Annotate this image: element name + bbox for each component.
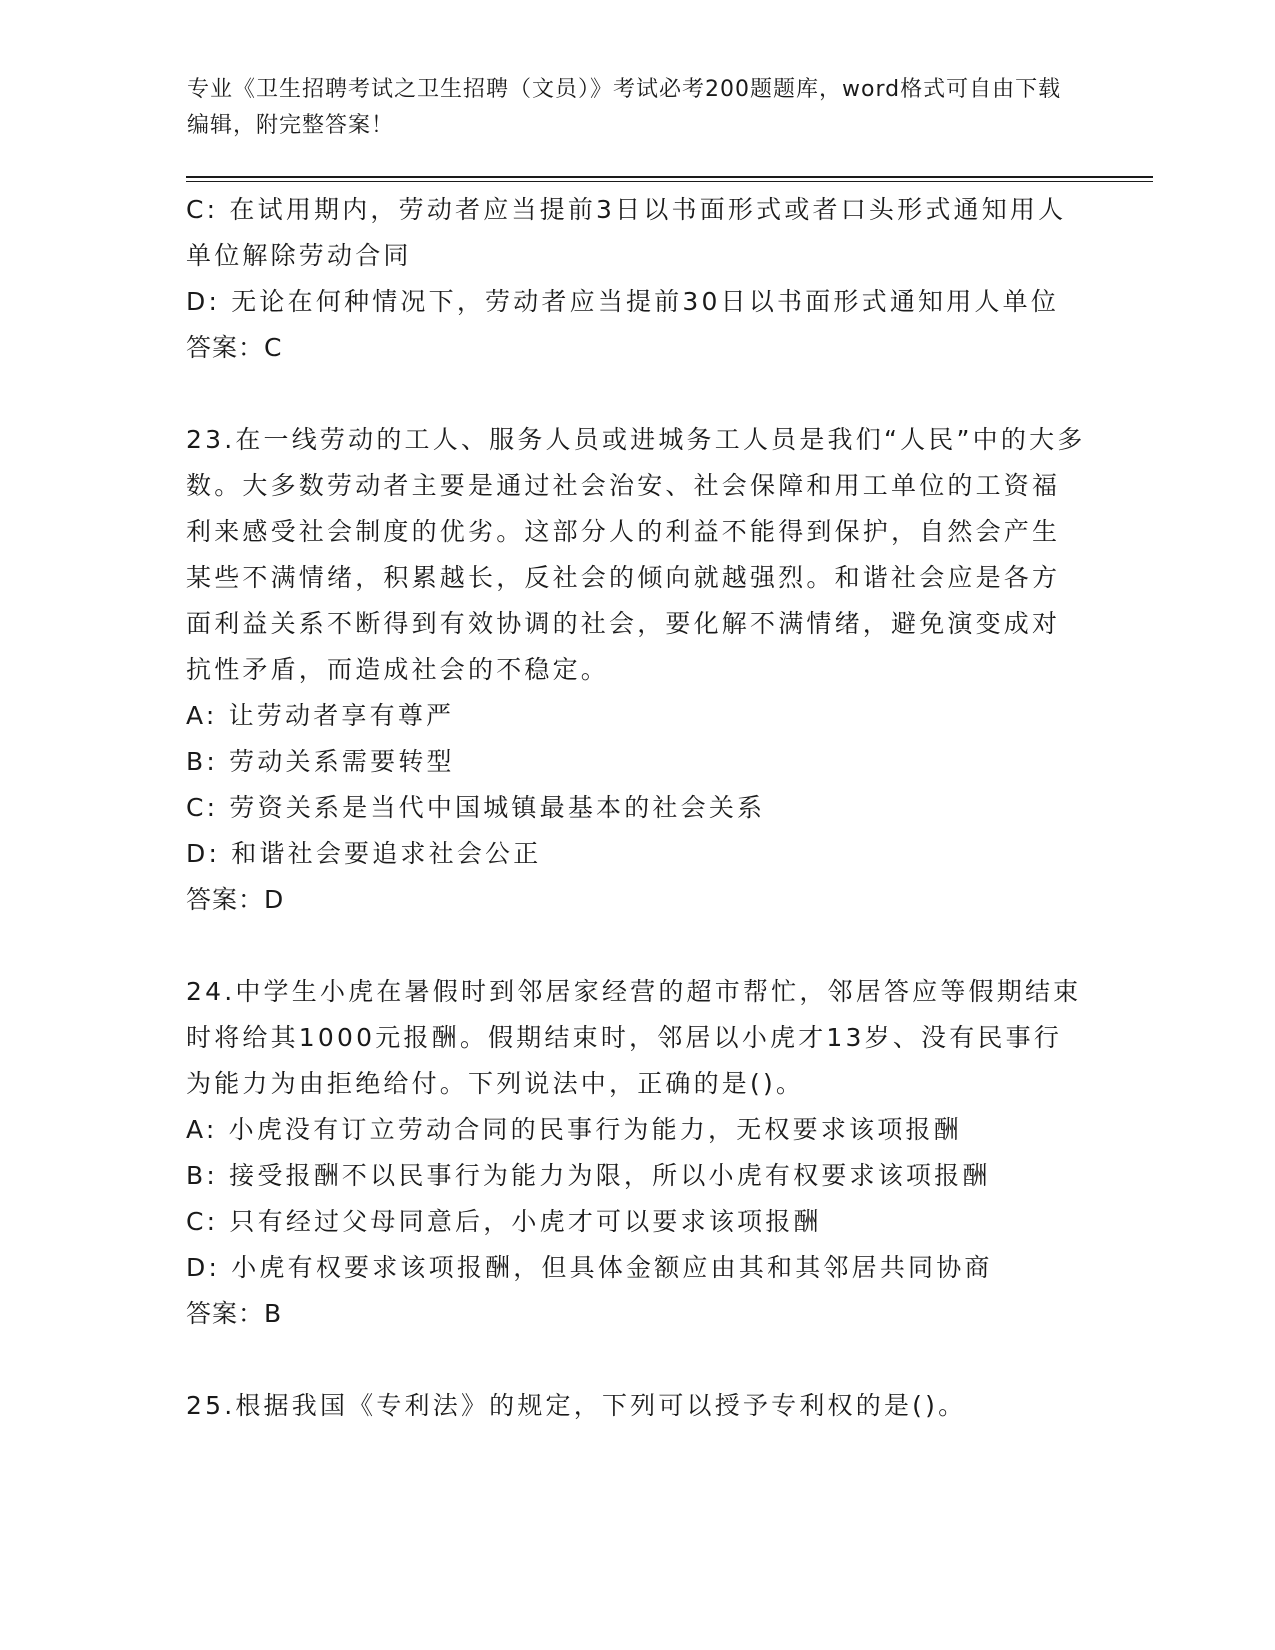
option-b: B: 接受报酬不以民事行为能力为限，所以小虎有权要求该项报酬 xyxy=(186,1161,991,1190)
question-stem: 24.中学生小虎在暑假时到邻居家经营的超市帮忙，邻居答应等假期结束时将给其1000元报酬。假期结束时，邻居以小虎才13岁、没有民事行为能力为由拒绝给付。下列说法中，正确的是()。 xyxy=(186,977,1082,1098)
page-header xyxy=(187,72,1077,144)
header-divider-thin xyxy=(186,181,1153,182)
spacer xyxy=(186,1337,1086,1383)
spacer xyxy=(186,371,1086,417)
option-b: B: 劳动关系需要转型 xyxy=(186,747,455,776)
option-d: D: 和谐社会要追求社会公正 xyxy=(186,839,542,868)
header-divider-thick xyxy=(186,176,1153,178)
option-a: A: 小虎没有订立劳动合同的民事行为能力，无权要求该项报酬 xyxy=(186,1115,962,1144)
spacer xyxy=(186,923,1086,969)
question-24 xyxy=(186,969,1086,1337)
option-c: C: 在试用期内，劳动者应当提前3日以书面形式或者口头形式通知用人单位解除劳动合同 xyxy=(186,195,1067,270)
question-23 xyxy=(186,417,1086,923)
header-text: 专业《卫生招聘考试之卫生招聘（文员）》考试必考200题题库，word格式可自由下载编辑，附完整答案！ xyxy=(187,77,1062,138)
option-d: D: 无论在何种情况下，劳动者应当提前30日以书面形式通知用人单位 xyxy=(186,287,1060,316)
option-c: C: 劳资关系是当代中国城镇最基本的社会关系 xyxy=(186,793,766,822)
answer-label: 答案：C xyxy=(186,333,283,362)
question-22-tail xyxy=(186,187,1086,371)
question-25 xyxy=(186,1383,1086,1429)
question-stem: 25.根据我国《专利法》的规定，下列可以授予专利权的是()。 xyxy=(186,1391,967,1420)
answer-label: 答案：B xyxy=(186,1299,283,1328)
question-stem: 23.在一线劳动的工人、服务人员或进城务工人员是我们“人民”中的大多数。大多数劳动者主要是通过社会治安、社会保障和用工单位的工资福利来感受社会制度的优劣。这部分人的利益不能得到保护，自然会产生某些不满情绪，积累越长，反社会的倾向就越强烈。和谐社会应是各方面利益关系不断得到有效协调的社会，要化解不满情绪，避免演变成对抗性矛盾，而造成社会的不稳定。 xyxy=(186,425,1086,684)
option-c: C: 只有经过父母同意后，小虎才可以要求该项报酬 xyxy=(186,1207,822,1236)
document-body xyxy=(186,187,1086,1429)
option-a: A: 让劳动者享有尊严 xyxy=(186,701,455,730)
option-d: D: 小虎有权要求该项报酬，但具体金额应由其和其邻居共同协商 xyxy=(186,1253,993,1282)
answer-label: 答案：D xyxy=(186,885,285,914)
